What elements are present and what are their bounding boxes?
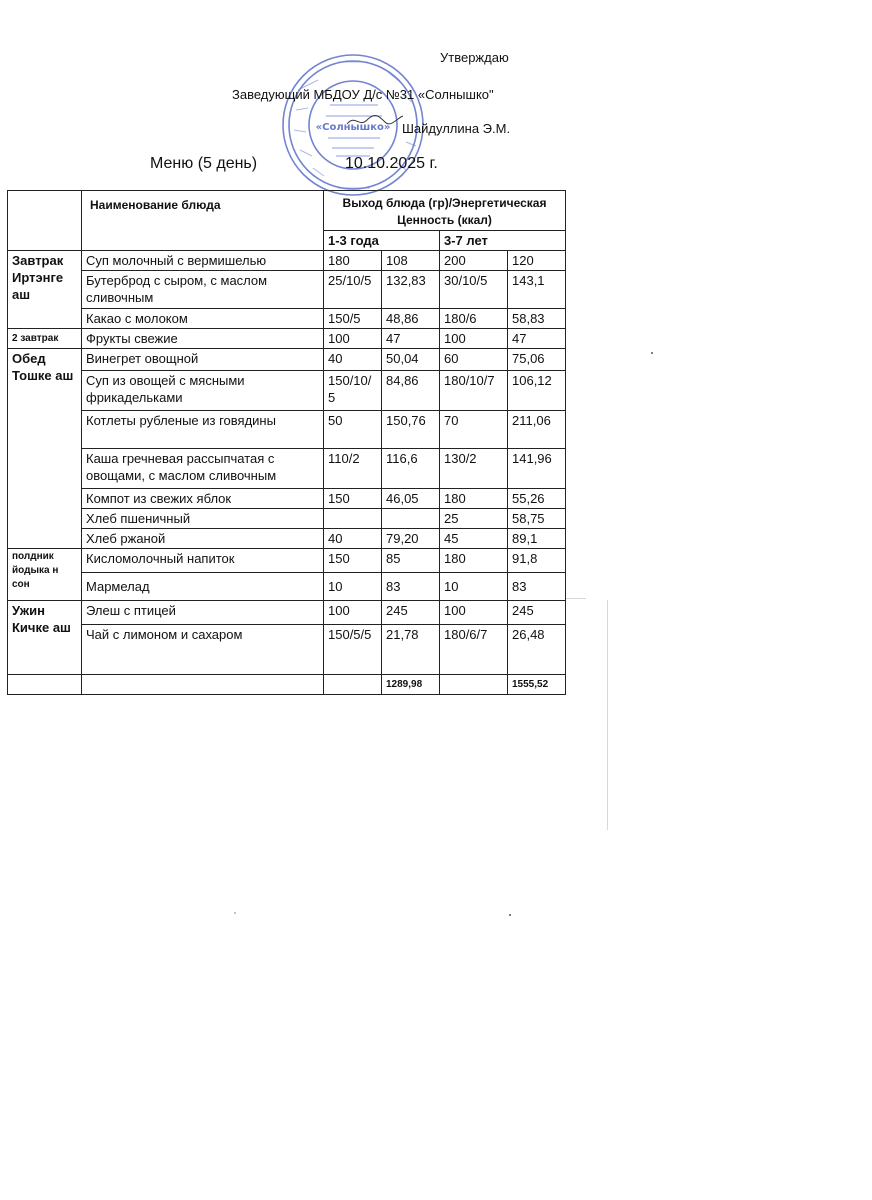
svg-text:«Солнышко»: «Солнышко» (315, 122, 391, 133)
output-3-7: 180/6 (440, 309, 508, 329)
energy-1-3: 50,04 (382, 349, 440, 371)
energy-3-7: 143,1 (508, 271, 566, 309)
meal-snack: полдник йодыка н сон (8, 549, 82, 601)
output-1-3: 10 (324, 573, 382, 601)
approve-label: Утверждаю (440, 50, 509, 65)
output-1-3: 180 (324, 251, 382, 271)
energy-3-7: 91,8 (508, 549, 566, 573)
output-3-7: 200 (440, 251, 508, 271)
output-3-7: 180 (440, 489, 508, 509)
corner-cell (8, 191, 82, 251)
total-energy-1-3: 1289,98 (382, 675, 440, 695)
energy-3-7: 83 (508, 573, 566, 601)
dish-name: Винегрет овощной (82, 349, 324, 371)
signature (345, 110, 405, 130)
output-1-3: 150/5 (324, 309, 382, 329)
scan-edge-line (566, 598, 586, 599)
energy-1-3: 79,20 (382, 529, 440, 549)
menu-date: 10.10.2025 г. (345, 155, 438, 172)
dish-name: Каша гречневая рассыпчатая с овощами, с маслом сливочным (82, 449, 324, 489)
dish-name: Суп из овощей с мясными фрикадельками (82, 371, 324, 411)
output-3-7: 130/2 (440, 449, 508, 489)
energy-3-7: 58,75 (508, 509, 566, 529)
output-1-3: 150/5/5 (324, 625, 382, 675)
age-1-3-header: 1-3 года (324, 231, 440, 251)
output-3-7: 60 (440, 349, 508, 371)
output-3-7: 180/10/7 (440, 371, 508, 411)
energy-1-3: 245 (382, 601, 440, 625)
energy-3-7: 75,06 (508, 349, 566, 371)
energy-1-3: 47 (382, 329, 440, 349)
energy-1-3: 116,6 (382, 449, 440, 489)
dish-name: Мармелад (82, 573, 324, 601)
dish-name: Бутерброд с сыром, с маслом сливочным (82, 271, 324, 309)
output-1-3: 50 (324, 411, 382, 449)
energy-1-3: 84,86 (382, 371, 440, 411)
energy-1-3: 132,83 (382, 271, 440, 309)
output-3-7: 180 (440, 549, 508, 573)
energy-3-7: 245 (508, 601, 566, 625)
col-dish-header: Наименование блюда (82, 191, 324, 251)
dish-name: Котлеты рубленые из говядины (82, 411, 324, 449)
total-empty (440, 675, 508, 695)
output-3-7: 70 (440, 411, 508, 449)
total-empty (8, 675, 82, 695)
energy-1-3: 46,05 (382, 489, 440, 509)
energy-1-3 (382, 509, 440, 529)
age-3-7-header: 3-7 лет (440, 231, 566, 251)
energy-3-7: 106,12 (508, 371, 566, 411)
dish-name: Хлеб пшеничный (82, 509, 324, 529)
energy-1-3: 21,78 (382, 625, 440, 675)
meal-dinner: Ужин Кичке аш (8, 601, 82, 675)
energy-3-7: 120 (508, 251, 566, 271)
output-3-7: 100 (440, 601, 508, 625)
meal-lunch: Обед Тошке аш (8, 349, 82, 549)
col-output-header: Выход блюда (гр)/Энергетическая Ценность (ккал) (324, 191, 566, 231)
total-empty (82, 675, 324, 695)
energy-1-3: 108 (382, 251, 440, 271)
dish-name: Кисломолочный напиток (82, 549, 324, 573)
output-3-7: 45 (440, 529, 508, 549)
energy-3-7: 141,96 (508, 449, 566, 489)
energy-3-7: 58,83 (508, 309, 566, 329)
dish-name: Компот из свежих яблок (82, 489, 324, 509)
scan-speck (234, 912, 236, 914)
output-1-3: 25/10/5 (324, 271, 382, 309)
dish-name: Фрукты свежие (82, 329, 324, 349)
energy-3-7: 47 (508, 329, 566, 349)
energy-3-7: 55,26 (508, 489, 566, 509)
scan-edge-line (607, 600, 608, 830)
output-3-7: 100 (440, 329, 508, 349)
output-1-3: 40 (324, 529, 382, 549)
head-position: Заведующий МБДОУ Д/с №31 «Солнышко" (232, 87, 494, 102)
total-energy-3-7: 1555,52 (508, 675, 566, 695)
energy-1-3: 150,76 (382, 411, 440, 449)
output-1-3: 100 (324, 329, 382, 349)
dish-name: Какао с молоком (82, 309, 324, 329)
output-1-3: 40 (324, 349, 382, 371)
energy-1-3: 85 (382, 549, 440, 573)
scan-speck (651, 352, 653, 354)
total-empty (324, 675, 382, 695)
dish-name: Чай с лимоном и сахаром (82, 625, 324, 675)
output-1-3: 110/2 (324, 449, 382, 489)
meal-second-breakfast: 2 завтрак (8, 329, 82, 349)
output-1-3: 150/10/5 (324, 371, 382, 411)
dish-name: Элеш с птицей (82, 601, 324, 625)
output-3-7: 30/10/5 (440, 271, 508, 309)
output-1-3: 100 (324, 601, 382, 625)
dish-name: Хлеб ржаной (82, 529, 324, 549)
scan-speck (509, 914, 511, 916)
energy-3-7: 211,06 (508, 411, 566, 449)
head-name: Шайдуллина Э.М. (402, 121, 511, 136)
output-1-3: 150 (324, 549, 382, 573)
output-3-7: 10 (440, 573, 508, 601)
energy-1-3: 83 (382, 573, 440, 601)
output-1-3 (324, 509, 382, 529)
meal-breakfast: Завтрак Иртэнге аш (8, 251, 82, 329)
output-3-7: 180/6/7 (440, 625, 508, 675)
menu-title: Меню (5 день) (150, 155, 258, 172)
dish-name: Суп молочный с вермишелью (82, 251, 324, 271)
energy-3-7: 26,48 (508, 625, 566, 675)
output-3-7: 25 (440, 509, 508, 529)
energy-1-3: 48,86 (382, 309, 440, 329)
energy-3-7: 89,1 (508, 529, 566, 549)
output-1-3: 150 (324, 489, 382, 509)
menu-table (7, 190, 566, 695)
